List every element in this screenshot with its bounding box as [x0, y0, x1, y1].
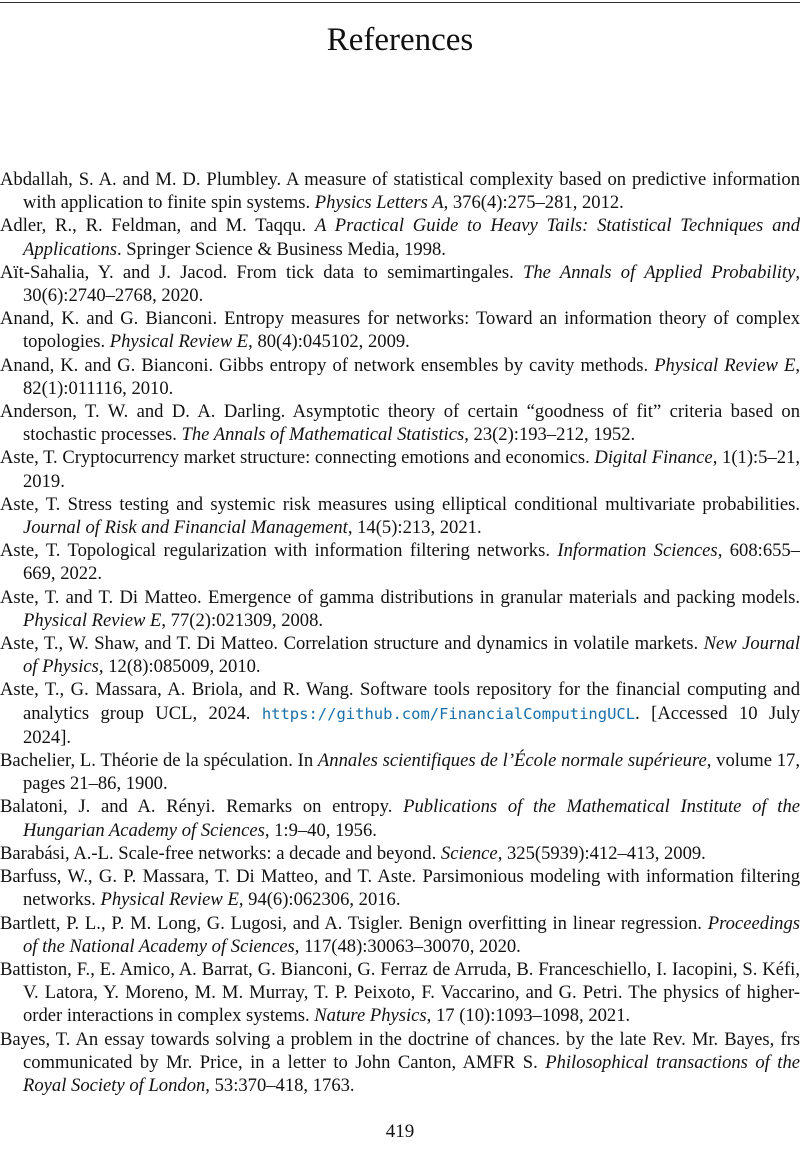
reference-venue: New Journal of Physics: [23, 633, 800, 678]
reference-details: , 14(5):213, 2021.: [347, 517, 482, 539]
reference-text: Aste, T. Cryptocurrency market structure: connecting emotions and economics.: [0, 447, 595, 469]
reference-entry: [0, 539, 800, 585]
reference-details: , 23(2):193–212, 1952.: [464, 424, 636, 446]
reference-entry: [0, 795, 800, 841]
reference-details: , 1(1):5–21, 2019.: [23, 447, 800, 492]
reference-text: Aste, T. Topological regularization with information filtering networks.: [0, 540, 558, 562]
reference-entry: [0, 632, 800, 678]
reference-venue: Digital Finance: [594, 447, 713, 469]
reference-text: Abdallah, S. A. and M. D. Plumbley. A measure of statistical complexity based on predictive information with application to finite spin systems.: [0, 169, 800, 214]
reference-details: . Springer Science & Business Media, 1998.: [117, 238, 446, 260]
reference-entry: [0, 354, 800, 400]
reference-entry: [0, 958, 800, 1028]
reference-venue: Publications of the Mathematical Institute of the Hungarian Academy of Sciences: [23, 796, 800, 841]
reference-venue: Proceedings of the National Academy of Sciences: [23, 912, 800, 957]
reference-details: , 117(48):30063–30070, 2020.: [294, 935, 521, 957]
reference-entry: [0, 168, 800, 214]
reference-entry: [0, 214, 800, 260]
reference-entry: [0, 493, 800, 539]
reference-entry: [0, 307, 800, 353]
reference-details: , volume 17, pages 21–86, 1900.: [23, 750, 800, 795]
reference-details: , 82(1):011116, 2010.: [23, 354, 800, 399]
reference-venue: Annales scientifiques de l’École normale supérieure: [317, 750, 707, 772]
reference-text: Barfuss, W., G. P. Massara, T. Di Matteo, and T. Aste. Parsimonious modeling with information filtering networks.: [0, 866, 800, 911]
reference-entry: [0, 586, 800, 632]
reference-entry: [0, 842, 800, 865]
reference-entry: [0, 912, 800, 958]
reference-text: Aste, T. and T. Di Matteo. Emergence of gamma distributions in granular materials and packing models.: [0, 586, 800, 608]
reference-venue: Nature Physics: [314, 1005, 427, 1027]
reference-venue: Philosophical transactions of the Royal Society of London: [23, 1051, 800, 1096]
reference-venue: Physical Review E: [100, 889, 239, 911]
reference-entry: [0, 1028, 800, 1098]
reference-text: Bayes, T. An essay towards solving a problem in the doctrine of chances. by the late Rev. Mr. Bayes, frs communicated by Mr. Price, in a letter to John Canton, AMFR S.: [0, 1028, 800, 1073]
reference-text: Barabási, A.-L. Scale-free networks: a decade and beyond.: [0, 842, 441, 864]
reference-details: , 17 (10):1093–1098, 2021.: [426, 1005, 631, 1027]
reference-details: , 12(8):085009, 2010.: [98, 656, 261, 678]
reference-entry: [0, 749, 800, 795]
reference-entry: [0, 865, 800, 911]
reference-details: , 325(5939):412–413, 2009.: [497, 842, 706, 864]
reference-details: , 1:9–40, 1956.: [264, 819, 377, 841]
reference-entry: [0, 678, 800, 749]
reference-entry: [0, 400, 800, 446]
reference-venue: Information Sciences: [557, 540, 718, 562]
page-number: 419: [385, 1121, 415, 1142]
reference-details: , 94(6):062306, 2016.: [238, 889, 401, 911]
reference-text: Anand, K. and G. Bianconi. Entropy measures for networks: Toward an information theory of complex topologies.: [0, 308, 800, 353]
reference-venue: The Annals of Mathematical Statistics: [181, 424, 465, 446]
reference-text: Aste, T., G. Massara, A. Briola, and R. Wang. Software tools repository for the financial computing and analytics group UCL, 2024.: [0, 679, 800, 724]
reference-text: Adler, R., R. Feldman, and M. Taqqu.: [0, 215, 315, 237]
reference-venue: The Annals of Applied Probability: [523, 261, 796, 283]
reference-details: , 77(2):021309, 2008.: [161, 609, 324, 631]
reference-text: Anderson, T. W. and D. A. Darling. Asymptotic theory of certain “goodness of fit” criteria based on stochastic processes.: [0, 401, 800, 446]
reference-text: Aït-Sahalia, Y. and J. Jacod. From tick data to semimartingales.: [0, 261, 523, 283]
reference-venue: A Practical Guide to Heavy Tails: Statistical Techniques and Applications: [23, 215, 800, 260]
header-rule: [0, 2, 800, 3]
reference-details: , 80(4):045102, 2009.: [248, 331, 410, 353]
reference-venue: Journal of Risk and Financial Management: [23, 517, 348, 539]
reference-text: Anand, K. and G. Bianconi. Gibbs entropy of network ensembles by cavity methods.: [0, 354, 655, 376]
reference-list: [0, 168, 800, 1097]
reference-details: , 53:370–418, 1763.: [205, 1074, 355, 1096]
reference-venue: Physics Letters A: [314, 192, 444, 214]
reference-entry: [0, 261, 800, 307]
repository-link[interactable]: https://github.com/FinancialComputingUCL: [261, 704, 636, 723]
reference-venue: Science: [440, 842, 498, 864]
reference-venue: Physical Review E: [109, 331, 249, 353]
reference-details: , 376(4):275–281, 2012.: [443, 192, 624, 214]
reference-text: Aste, T. Stress testing and systemic risk measures using elliptical conditional multivariate probabilities.: [0, 493, 800, 515]
reference-text: Aste, T., W. Shaw, and T. Di Matteo. Correlation structure and dynamics in volatile markets.: [0, 633, 704, 655]
reference-details: , 608:655–669, 2022.: [23, 540, 800, 585]
reference-details: . [Accessed 10 July 2024].: [23, 702, 800, 748]
reference-text: Bachelier, L. Théorie de la spéculation. In: [0, 750, 318, 772]
reference-text: Battiston, F., E. Amico, A. Barrat, G. Bianconi, G. Ferraz de Arruda, B. Franceschiello, I. Iacopini, S. Kéfi, V. Latora, Y. Moreno, M. M. Murray, T. P. Peixoto, F. Vaccarino, and G. Petri. The physics of higher-order interactions in complex systems.: [0, 958, 800, 1027]
reference-text: Bartlett, P. L., P. M. Long, G. Lugosi, and A. Tsigler. Benign overfitting in linear regression.: [0, 912, 708, 934]
reference-venue: Physical Review E: [23, 609, 162, 631]
reference-details: , 30(6):2740–2768, 2020.: [23, 261, 800, 307]
reference-venue: Physical Review E: [654, 354, 796, 376]
reference-entry: [0, 446, 800, 492]
page-title: References: [326, 22, 474, 58]
reference-text: Balatoni, J. and A. Rényi. Remarks on entropy.: [0, 796, 404, 818]
